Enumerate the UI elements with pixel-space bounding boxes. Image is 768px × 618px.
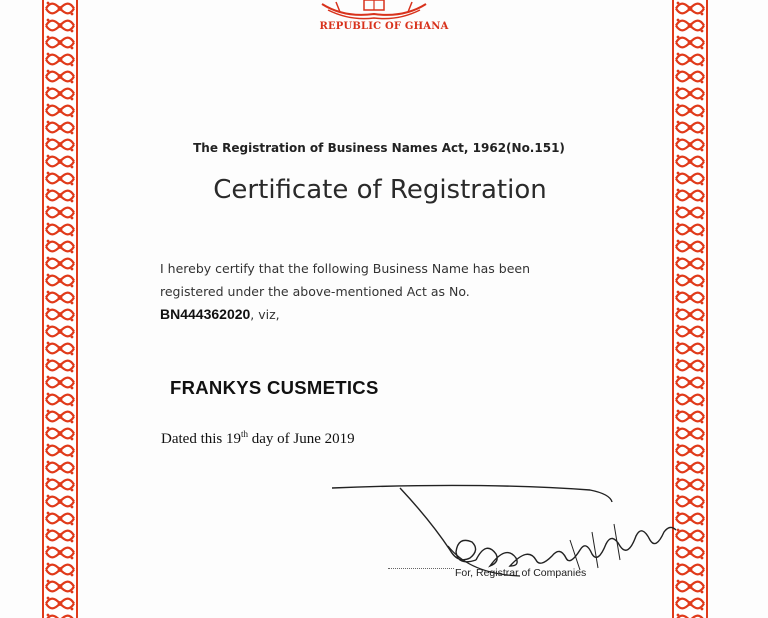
registration-number: BN444362020 [160,306,251,322]
dated-rest: day of June 2019 [248,431,355,447]
dated-line [161,431,355,448]
certify-line-1: I hereby certify that the following Business Name has been [160,261,531,276]
certify-line-2: registered under the above-mentioned Act as No. [160,284,470,299]
act-reference: The Registration of Business Names Act, 1962(No.151) [193,141,565,155]
left-ornamental-border [42,0,78,618]
dated-ordinal: th [241,429,249,439]
certificate-title: Certificate of Registration [213,175,547,205]
coat-of-arms-icon [314,0,434,22]
signatory-caption: For, Registrar of Companies [455,567,587,579]
country-heading: REPUBLIC OF GHANA [319,21,449,32]
viz-text: , viz, [250,307,280,322]
dated-prefix: Dated this 19 [161,431,241,447]
signature-dotted-line [388,568,454,569]
business-name: FRANKYS CUSMETICS [170,377,379,398]
registration-number-line [160,306,280,322]
